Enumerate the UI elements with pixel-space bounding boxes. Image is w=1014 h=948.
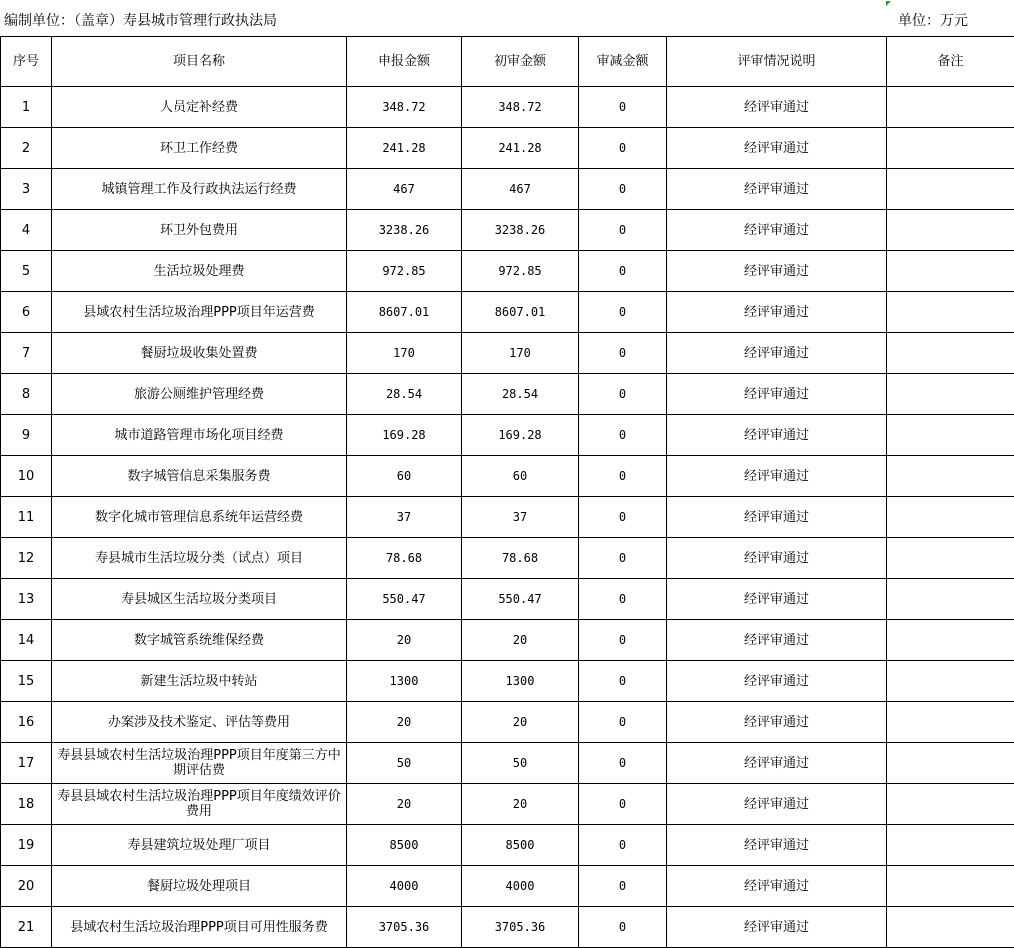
col-header-no: 序号 (1, 37, 52, 87)
cell-no: 3 (1, 169, 52, 210)
cell-reduced: 0 (579, 661, 667, 702)
table-row (1, 661, 1014, 702)
cell-remark (887, 866, 1014, 907)
cell-no: 2 (1, 128, 52, 169)
cell-no: 9 (1, 415, 52, 456)
cell-reduced: 0 (579, 415, 667, 456)
table-row (1, 128, 1014, 169)
report-header (0, 0, 1014, 36)
cell-note: 经评审通过 (667, 456, 887, 497)
cell-remark (887, 825, 1014, 866)
col-header-prelim: 初审金额 (462, 37, 579, 87)
cell-note: 经评审通过 (667, 825, 887, 866)
cell-note: 经评审通过 (667, 702, 887, 743)
table-row (1, 620, 1014, 661)
cell-reduced: 0 (579, 456, 667, 497)
cell-name: 数字城管系统维保经费 (52, 620, 347, 661)
cell-remark (887, 497, 1014, 538)
cell-declared: 348.72 (347, 87, 462, 128)
table-row (1, 87, 1014, 128)
cell-no: 11 (1, 497, 52, 538)
cell-prelim: 78.68 (462, 538, 579, 579)
cell-declared: 4000 (347, 866, 462, 907)
cell-remark (887, 210, 1014, 251)
cell-prelim: 467 (462, 169, 579, 210)
table-row (1, 702, 1014, 743)
cell-remark (887, 169, 1014, 210)
cell-reduced: 0 (579, 210, 667, 251)
table-row (1, 497, 1014, 538)
cell-name: 寿县城区生活垃圾分类项目 (52, 579, 347, 620)
cell-name: 寿县县域农村生活垃圾治理PPP项目年度第三方中期评估费 (52, 743, 347, 784)
cell-no: 8 (1, 374, 52, 415)
cell-reduced: 0 (579, 292, 667, 333)
cell-note: 经评审通过 (667, 374, 887, 415)
cell-declared: 37 (347, 497, 462, 538)
cell-reduced: 0 (579, 87, 667, 128)
cell-declared: 3705.36 (347, 907, 462, 948)
cell-note: 经评审通过 (667, 866, 887, 907)
cell-name: 寿县建筑垃圾处理厂项目 (52, 825, 347, 866)
cell-note: 经评审通过 (667, 128, 887, 169)
cell-reduced: 0 (579, 907, 667, 948)
cell-note: 经评审通过 (667, 620, 887, 661)
cell-prelim: 550.47 (462, 579, 579, 620)
cell-name: 环卫外包费用 (52, 210, 347, 251)
cell-remark (887, 784, 1014, 825)
cell-name: 县域农村生活垃圾治理PPP项目年运营费 (52, 292, 347, 333)
cell-note: 经评审通过 (667, 784, 887, 825)
cell-no: 18 (1, 784, 52, 825)
cell-declared: 169.28 (347, 415, 462, 456)
cell-prelim: 60 (462, 456, 579, 497)
cell-remark (887, 456, 1014, 497)
cell-prelim: 20 (462, 620, 579, 661)
table-row (1, 784, 1014, 825)
cell-no: 20 (1, 866, 52, 907)
col-header-remark: 备注 (887, 37, 1014, 87)
table-row (1, 292, 1014, 333)
table-row (1, 169, 1014, 210)
cell-remark (887, 579, 1014, 620)
cell-declared: 60 (347, 456, 462, 497)
cell-no: 7 (1, 333, 52, 374)
cell-reduced: 0 (579, 169, 667, 210)
table-row (1, 415, 1014, 456)
col-header-declared: 申报金额 (347, 37, 462, 87)
cell-no: 14 (1, 620, 52, 661)
cell-no: 12 (1, 538, 52, 579)
cell-declared: 8607.01 (347, 292, 462, 333)
table-row (1, 907, 1014, 948)
cell-name: 餐厨垃圾收集处置费 (52, 333, 347, 374)
cell-reduced: 0 (579, 333, 667, 374)
cell-reduced: 0 (579, 497, 667, 538)
budget-review-table (0, 36, 1014, 948)
cell-declared: 550.47 (347, 579, 462, 620)
cell-declared: 20 (347, 702, 462, 743)
table-row (1, 579, 1014, 620)
cell-remark (887, 702, 1014, 743)
cell-declared: 78.68 (347, 538, 462, 579)
cell-note: 经评审通过 (667, 169, 887, 210)
cell-reduced: 0 (579, 128, 667, 169)
cell-no: 21 (1, 907, 52, 948)
cell-prelim: 37 (462, 497, 579, 538)
cell-prelim: 972.85 (462, 251, 579, 292)
cell-remark (887, 87, 1014, 128)
col-header-note: 评审情况说明 (667, 37, 887, 87)
cell-remark (887, 292, 1014, 333)
cell-declared: 1300 (347, 661, 462, 702)
cell-prelim: 348.72 (462, 87, 579, 128)
cell-note: 经评审通过 (667, 251, 887, 292)
cell-prelim: 241.28 (462, 128, 579, 169)
cell-prelim: 28.54 (462, 374, 579, 415)
cell-name: 办案涉及技术鉴定、评估等费用 (52, 702, 347, 743)
cell-declared: 972.85 (347, 251, 462, 292)
cell-reduced: 0 (579, 784, 667, 825)
table-row (1, 743, 1014, 784)
cell-prelim: 4000 (462, 866, 579, 907)
cell-note: 经评审通过 (667, 497, 887, 538)
cell-no: 16 (1, 702, 52, 743)
cell-prelim: 20 (462, 784, 579, 825)
cell-no: 17 (1, 743, 52, 784)
cell-note: 经评审通过 (667, 579, 887, 620)
table-row (1, 251, 1014, 292)
cell-declared: 241.28 (347, 128, 462, 169)
cell-prelim: 169.28 (462, 415, 579, 456)
cell-remark (887, 907, 1014, 948)
cell-name: 旅游公厕维护管理经费 (52, 374, 347, 415)
cell-name: 生活垃圾处理费 (52, 251, 347, 292)
unit-label: 单位：万元 (898, 10, 968, 30)
cell-no: 15 (1, 661, 52, 702)
cell-declared: 467 (347, 169, 462, 210)
cell-prelim: 3705.36 (462, 907, 579, 948)
cell-declared: 20 (347, 784, 462, 825)
cell-name: 县域农村生活垃圾治理PPP项目可用性服务费 (52, 907, 347, 948)
cell-prelim: 1300 (462, 661, 579, 702)
cell-reduced: 0 (579, 538, 667, 579)
cell-prelim: 3238.26 (462, 210, 579, 251)
table-row (1, 210, 1014, 251)
cell-name: 环卫工作经费 (52, 128, 347, 169)
cell-remark (887, 128, 1014, 169)
cell-declared: 8500 (347, 825, 462, 866)
cell-note: 经评审通过 (667, 538, 887, 579)
cell-no: 19 (1, 825, 52, 866)
cell-remark (887, 415, 1014, 456)
cell-no: 4 (1, 210, 52, 251)
cell-note: 经评审通过 (667, 415, 887, 456)
cell-no: 5 (1, 251, 52, 292)
col-header-reduced: 审减金额 (579, 37, 667, 87)
cell-no: 10 (1, 456, 52, 497)
cell-reduced: 0 (579, 743, 667, 784)
cell-remark (887, 538, 1014, 579)
cell-declared: 50 (347, 743, 462, 784)
cell-comment-marker-icon (886, 1, 891, 6)
cell-no: 6 (1, 292, 52, 333)
cell-declared: 170 (347, 333, 462, 374)
cell-prelim: 170 (462, 333, 579, 374)
cell-prelim: 20 (462, 702, 579, 743)
cell-reduced: 0 (579, 620, 667, 661)
cell-remark (887, 620, 1014, 661)
cell-reduced: 0 (579, 579, 667, 620)
cell-remark (887, 251, 1014, 292)
table-row (1, 538, 1014, 579)
cell-reduced: 0 (579, 374, 667, 415)
cell-name: 寿县县域农村生活垃圾治理PPP项目年度绩效评价费用 (52, 784, 347, 825)
cell-declared: 3238.26 (347, 210, 462, 251)
cell-reduced: 0 (579, 825, 667, 866)
cell-remark (887, 743, 1014, 784)
cell-reduced: 0 (579, 251, 667, 292)
cell-no: 13 (1, 579, 52, 620)
cell-name: 新建生活垃圾中转站 (52, 661, 347, 702)
table-row (1, 866, 1014, 907)
cell-note: 经评审通过 (667, 210, 887, 251)
cell-remark (887, 333, 1014, 374)
cell-note: 经评审通过 (667, 333, 887, 374)
cell-name: 餐厨垃圾处理项目 (52, 866, 347, 907)
cell-reduced: 0 (579, 702, 667, 743)
cell-name: 寿县城市生活垃圾分类（试点）项目 (52, 538, 347, 579)
cell-declared: 28.54 (347, 374, 462, 415)
cell-note: 经评审通过 (667, 743, 887, 784)
table-row (1, 825, 1014, 866)
cell-note: 经评审通过 (667, 661, 887, 702)
cell-name: 人员定补经费 (52, 87, 347, 128)
table-row (1, 374, 1014, 415)
table-row (1, 456, 1014, 497)
cell-name: 城市道路管理市场化项目经费 (52, 415, 347, 456)
table-header-row (1, 37, 1014, 87)
cell-remark (887, 661, 1014, 702)
org-label: 编制单位：（盖章）寿县城市管理行政执法局 (4, 10, 277, 30)
cell-prelim: 8500 (462, 825, 579, 866)
cell-note: 经评审通过 (667, 87, 887, 128)
cell-remark (887, 374, 1014, 415)
table-row (1, 333, 1014, 374)
cell-prelim: 8607.01 (462, 292, 579, 333)
cell-prelim: 50 (462, 743, 579, 784)
cell-reduced: 0 (579, 866, 667, 907)
cell-name: 数字化城市管理信息系统年运营经费 (52, 497, 347, 538)
cell-no: 1 (1, 87, 52, 128)
col-header-name: 项目名称 (52, 37, 347, 87)
cell-name: 数字城管信息采集服务费 (52, 456, 347, 497)
cell-name: 城镇管理工作及行政执法运行经费 (52, 169, 347, 210)
cell-note: 经评审通过 (667, 907, 887, 948)
cell-note: 经评审通过 (667, 292, 887, 333)
cell-declared: 20 (347, 620, 462, 661)
